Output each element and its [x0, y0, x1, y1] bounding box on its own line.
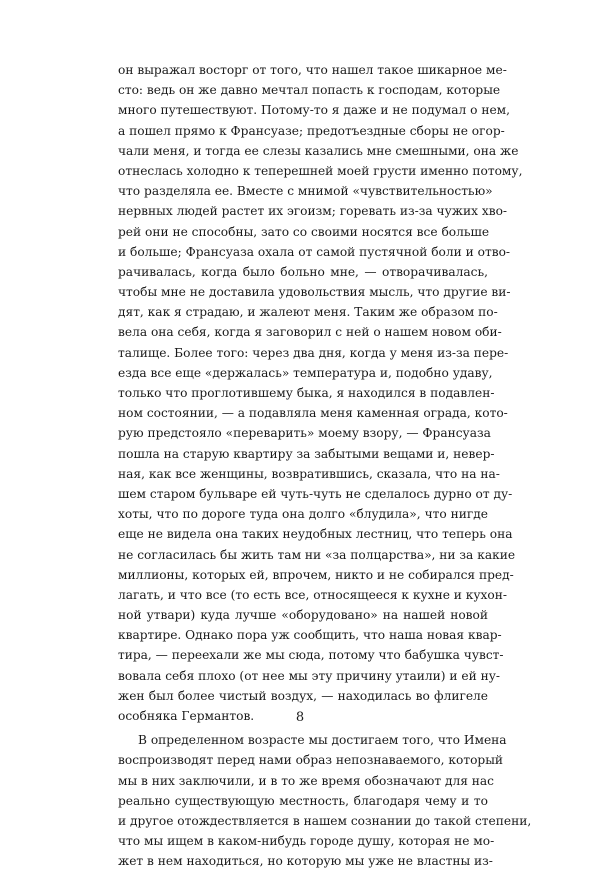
text-line: отнеслась холодно к теперешней моей грусти именно потому,: [118, 163, 523, 178]
text-line: мы в них заключили, и в то же время обозначают для нас: [118, 773, 494, 788]
text-line: рей они не способны, зато со своими носятся все больше: [118, 224, 490, 239]
text-line: чтобы мне не доставила удовольствия мысль, что другие ви-: [118, 285, 511, 300]
page-number: 8: [295, 710, 305, 725]
text-line: что разделяла ее. Вместе с мнимой «чувствительностью»: [118, 184, 493, 199]
text-line: шем старом бульваре ей чуть-чуть не сделалось дурно от ду-: [118, 486, 513, 501]
text-line: он выражал восторг от того, что нашел такое шикарное ме-: [118, 63, 507, 77]
text-line: талище. Более того: через два дня, когда у меня из-за пере-: [118, 345, 509, 360]
text-line: а пошел прямо к Франсуазе; предотъездные сборы не огор-: [118, 123, 505, 138]
text-line: квартире. Однако пора уж сообщить, что наша новая квар-: [118, 628, 502, 643]
text-line: чали меня, и тогда ее слезы казались мне смешными, она же: [118, 143, 519, 158]
text-line: В определенном возрасте мы достигаем того, что Имена: [138, 733, 507, 748]
paragraph-2: [118, 730, 532, 871]
text-line: что мы ищем в каком-нибудь городе душу, которая не мо-: [118, 834, 495, 849]
text-line: сто: ведь он же давно мечтал попасть к господам, которые: [118, 83, 501, 98]
text-line: особняка Германтов.: [118, 709, 255, 723]
text-line: нервных людей растет их эгоизм; горевать из-за чужих хво-: [118, 204, 508, 219]
text-line: только что проглотившему быка, я находился в подавлен-: [118, 386, 495, 400]
text-line: много путешествуют. Потому-то я даже и не подумал о нем,: [118, 103, 511, 118]
text-line: воспроизводят перед нами образ непознаваемого, который: [118, 753, 504, 768]
text-line: жен был более чистый воздух, — находилась во флигеле: [118, 688, 488, 703]
text-line: ном состоянии, — а подавляла меня каменная ограда, кото-: [118, 406, 508, 421]
text-line: пошла на старую квартиру за забытыми вещами и, невер-: [118, 446, 495, 461]
text-line: лагать, и что все (то есть все, относящееся к кухне и кухон-: [118, 587, 508, 602]
text-line: миллионы, которых ей, впрочем, никто и не собирался пред-: [118, 567, 514, 582]
text-line: не согласилась бы жить там ни «за полцарства», ни за какие: [118, 547, 516, 562]
text-line: еще не видела она таких неудобных лестниц, что теперь она: [118, 527, 513, 542]
text-line: тира, — переехали же мы сюда, потому что бабушка чувст-: [118, 648, 504, 663]
text-line: езда все еще «держалась» температура и, подобно удаву,: [118, 365, 493, 380]
text-line: дят, как я страдаю, и жалеют меня. Таким же образом по-: [118, 305, 498, 320]
text-line: рачивалась, когда было больно мне, — отворачивалась,: [118, 264, 488, 279]
paragraph-1: [118, 60, 523, 726]
text-line: вовала себя плохо (от нее мы эту причину утаили) и ей ну-: [118, 668, 501, 683]
text-line: жет в нем находиться, но которую мы уже не властны из-: [118, 854, 493, 869]
text-line: реально существующую местность, благодаря чему и то: [118, 793, 488, 808]
text-line: вела она себя, когда я заговорил с ней о нашем новом оби-: [118, 325, 502, 340]
text-line: ной утвари) куда лучше «оборудовано» на нашей новой: [118, 608, 488, 623]
text-line: хоты, что по дороге туда она долго «блудила», что нигде: [118, 507, 488, 522]
text-line: и другое отождествляется в нашем сознании до такой степени,: [118, 813, 532, 828]
text-line: рую предстояло «переварить» моему взору, — Франсуаза: [118, 426, 491, 441]
text-line: ная, как все женщины, возвратившись, сказала, что на на-: [118, 466, 500, 481]
text-line: и больше; Франсуаза охала от самой пустячной боли и отво-: [118, 244, 511, 259]
